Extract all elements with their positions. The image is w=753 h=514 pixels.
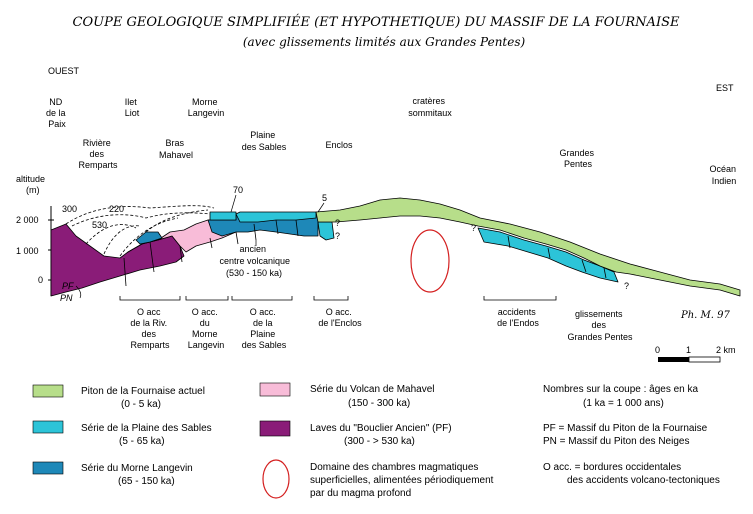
altitude-unit: (m) (26, 185, 40, 195)
label-plaine-sables: Plaine des Sables (241, 130, 287, 152)
author-signature: Ph. M. 97 (681, 310, 730, 321)
place-labels (46, 96, 739, 186)
legend (33, 383, 496, 499)
scale-tick-1: 1 (686, 345, 692, 355)
label-morne-langevin: Morne Langevin (187, 97, 225, 118)
note-nombres: Nombres sur la coupe : âges en ka (1 ka = 1 000 ans) (543, 384, 699, 409)
label-riviere-remparts: Rivière des Remparts (78, 138, 118, 170)
legend-piton-age: (0 - 5 ka) (121, 399, 162, 410)
legend-magma-chamber-icon (263, 460, 289, 498)
legend-swatch-piton (33, 385, 63, 397)
altitude-label: altitude (16, 174, 46, 184)
legend-swatch-mahavel (260, 383, 290, 396)
note-pn: PN = Massif du Piton des Neiges (543, 436, 690, 447)
legend-piton-name: Piton de la Fournaise actuel (81, 386, 205, 397)
scale-bar (655, 345, 736, 362)
bottom-labels (130, 307, 633, 350)
label-accidents-endos: accidents de l'Endos (497, 307, 539, 328)
label-oacc-morne: O acc. du Morne Langevin (187, 307, 225, 350)
label-pf: PF (62, 281, 74, 291)
label-oacc-plaine: O acc. de la Plaine des Sables (241, 307, 287, 350)
magma-chamber (411, 230, 449, 292)
label-bras-mahavel: Bras Mahavel (158, 138, 194, 160)
age-5: 5 (322, 193, 328, 203)
direction-west: OUEST (48, 66, 80, 76)
legend-mahavel-age: (150 - 300 ka) (348, 398, 411, 409)
diagram-title: COUPE GEOLOGIQUE SIMPLIFIÉE (ET HYPOTHETIQUE) DU MASSIF DE LA FOURNAISE (72, 15, 680, 30)
legend-plaine-name: Série de la Plaine des Sables (81, 423, 212, 434)
note-oacc: O acc. = bordures occidentales des accidents volcano-tectoniques (543, 462, 720, 486)
altitude-tick-0: 0 (38, 275, 44, 285)
label-grandes-pentes: Grandes Pentes (559, 148, 595, 169)
accident-brackets (120, 296, 556, 300)
legend-chambres: Domaine des chambres magmatiques superficielles, alimentées périodiquement par du magma profond (310, 462, 494, 499)
cross-section-layers (51, 198, 740, 296)
legend-bouclier-age: (300 - > 530 ka) (344, 436, 415, 447)
label-crateres: cratères sommitaux (408, 96, 452, 118)
label-nd-paix: ND de la Paix (45, 97, 66, 129)
age-220: 220 (109, 204, 125, 214)
age-530: 530 (92, 220, 108, 230)
legend-swatch-bouclier (260, 421, 290, 436)
label-ilet-liot: Ilet Liot (124, 97, 140, 118)
diagram-subtitle: (avec glissements limités aux Grandes Pentes) (242, 35, 526, 49)
legend-swatch-morne (33, 462, 63, 474)
label-enclos: Enclos (325, 140, 353, 150)
layer-plaine-sables-left (210, 212, 236, 220)
label-ocean: Océan Indien (709, 164, 737, 186)
label-oacc-enclos: O acc. de l'Enclos (318, 307, 362, 328)
legend-plaine-age: (5 - 65 ka) (119, 436, 165, 447)
legend-morne-name: Série du Morne Langevin (81, 463, 193, 474)
scale-tick-0: 0 (655, 345, 661, 355)
age-300: 300 (62, 204, 78, 214)
age-70: 70 (233, 185, 244, 195)
legend-swatch-plaine (33, 421, 63, 433)
layer-plaine-sables-enclos (318, 222, 334, 240)
direction-east: EST (716, 83, 734, 93)
legend-mahavel-name: Série du Volcan de Mahavel (310, 384, 435, 395)
question-mark-enclos-2: ? (335, 231, 341, 241)
question-mark-pentes-1: ? (471, 223, 477, 233)
altitude-tick-1000: 1 000 (16, 246, 39, 256)
label-glissements: glissements des Grandes Pentes (567, 309, 633, 342)
notes (543, 384, 720, 486)
label-pn: PN (60, 293, 73, 303)
note-pf: PF = Massif du Piton de la Fournaise (543, 423, 708, 434)
altitude-tick-2000: 2 000 (16, 215, 39, 225)
scale-tick-2: 2 km (716, 345, 736, 355)
legend-morne-age: (65 - 150 ka) (118, 476, 175, 487)
label-oacc-remparts: O acc de la Riv. des Remparts (130, 307, 170, 350)
altitude-axis (16, 174, 54, 296)
question-mark-enclos-1: ? (335, 218, 341, 228)
question-mark-pentes-2: ? (624, 281, 630, 291)
legend-bouclier-name: Laves du "Bouclier Ancien" (PF) (310, 423, 452, 434)
label-ancien-centre: ancien centre volcanique (530 - 150 ka) (219, 244, 291, 278)
